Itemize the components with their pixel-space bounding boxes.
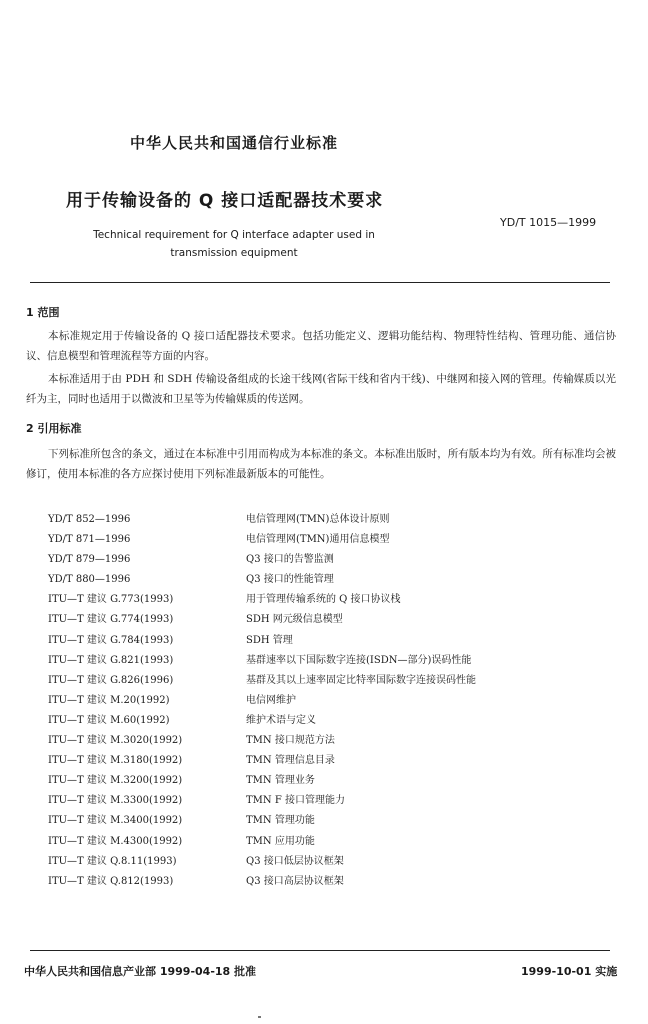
reference-item <box>48 631 568 651</box>
reference-title: TMN 管理信息目录 <box>246 755 335 767</box>
issuer-title: 中华人民共和国通信行业标准 <box>129 134 338 152</box>
reference-item <box>48 751 568 771</box>
scope-paragraph-2: 本标准适用于由 PDH 和 SDH 传输设备组成的长途干线网(省际干线和省内干线)、中继网和接入网的管理。传输媒质以光纤为主，同时也适用于以微波和卫星等为传输媒质的传送网。 <box>26 373 616 405</box>
reference-title: 用于管理传输系统的 Q 接口协议栈 <box>246 594 401 606</box>
english-title-line-2: transmission equipment <box>170 247 298 259</box>
footer-divider <box>30 950 610 951</box>
reference-title: 基群及其以上速率固定比特率国际数字连接误码性能 <box>246 674 476 686</box>
reference-item <box>48 691 568 711</box>
reference-item <box>48 530 568 550</box>
reference-code: ITU—T 建议 G.784(1993) <box>48 634 174 646</box>
reference-item <box>48 852 568 872</box>
reference-code: ITU—T 建议 G.821(1993) <box>48 654 174 666</box>
header-divider <box>30 282 610 283</box>
reference-code: ITU—T 建议 G.774(1993) <box>48 614 174 626</box>
reference-code: ITU—T 建议 M.3180(1992) <box>48 755 183 767</box>
reference-title: 电信管理网(TMN)总体设计原则 <box>246 514 390 525</box>
reference-code: ITU—T 建议 M.3400(1992) <box>48 815 183 827</box>
reference-item <box>48 872 568 892</box>
reference-code: ITU—T 建议 G.773(1993) <box>48 594 174 606</box>
standard-title: 用于传输设备的 Q 接口适配器技术要求 <box>66 191 384 211</box>
reference-title: 电信网维护 <box>246 694 296 706</box>
reference-code: YD/T 880—1996 <box>48 574 131 586</box>
reference-item <box>48 731 568 751</box>
reference-title: SDH 管理 <box>246 634 293 646</box>
reference-code: ITU—T 建议 M.3200(1992) <box>48 775 183 787</box>
reference-title: 电信管理网(TMN)通用信息模型 <box>246 534 390 546</box>
reference-item <box>48 832 568 852</box>
reference-title: TMN 接口规范方法 <box>246 735 335 747</box>
reference-code: ITU—T 建议 M.4300(1992) <box>48 835 183 847</box>
reference-item <box>48 590 568 610</box>
reference-item <box>48 651 568 671</box>
effective-date: 1999-10-01 实施 <box>521 965 618 978</box>
reference-code: ITU—T 建议 M.3300(1992) <box>48 795 183 807</box>
reference-title: 基群速率以下国际数字连接(ISDN—部分)误码性能 <box>246 654 472 666</box>
reference-code: ITU—T 建议 M.60(1992) <box>48 714 170 726</box>
reference-title: Q3 接口的性能管理 <box>246 574 334 586</box>
reference-code: ITU—T 建议 Q.8.11(1993) <box>48 855 177 867</box>
scope-paragraph-1: 本标准规定用于传输设备的 Q 接口适配器技术要求。包括功能定义、逻辑功能结构、物理特性结构、管理功能、通信协议、信息模型和管理流程等方面的内容。 <box>26 330 616 362</box>
reference-title: TMN F 接口管理能力 <box>246 795 345 807</box>
reference-code: ITU—T 建议 Q.812(1993) <box>48 875 174 887</box>
standard-number: YD/T 1015—1999 <box>500 216 597 229</box>
reference-title: Q3 接口的告警监测 <box>246 554 334 566</box>
reference-item <box>48 570 568 590</box>
reference-item <box>48 671 568 691</box>
approval-note: 中华人民共和国信息产业部 1999-04-18 批准 <box>24 965 257 978</box>
reference-item <box>48 791 568 811</box>
reference-code: ITU—T 建议 G.826(1996) <box>48 674 174 686</box>
references-intro-paragraph: 下列标准所包含的条文，通过在本标准中引用而构成为本标准的条文。本标准出版时，所有版本均为有效。所有标准均会被修订，使用本标准的各方应探讨使用下列标准最新版本的可能性。 <box>26 448 616 480</box>
english-title-line-1: Technical requirement for Q interface adapter used in <box>93 229 375 241</box>
reference-item <box>48 771 568 791</box>
reference-title: TMN 应用功能 <box>246 835 315 847</box>
reference-title: 维护术语与定义 <box>246 714 316 726</box>
reference-code: ITU—T 建议 M.3020(1992) <box>48 735 183 747</box>
reference-item <box>48 711 568 731</box>
scan-mark <box>258 1016 261 1018</box>
reference-code: YD/T 879—1996 <box>48 554 131 566</box>
reference-title: TMN 管理业务 <box>246 775 315 787</box>
reference-list <box>48 510 568 892</box>
reference-code: YD/T 871—1996 <box>48 534 131 546</box>
reference-title: Q3 接口高层协议框架 <box>246 875 344 887</box>
reference-item <box>48 550 568 570</box>
reference-title: TMN 管理功能 <box>246 815 315 827</box>
reference-title: Q3 接口低层协议框架 <box>246 855 344 867</box>
reference-code: YD/T 852—1996 <box>48 514 131 525</box>
reference-code: ITU—T 建议 M.20(1992) <box>48 694 170 706</box>
reference-title: SDH 网元级信息模型 <box>246 614 343 626</box>
section-heading-scope: 1 范围 <box>26 306 60 319</box>
reference-item <box>48 811 568 831</box>
reference-item <box>48 610 568 630</box>
section-heading-references: 2 引用标准 <box>26 422 82 435</box>
reference-item <box>48 510 568 530</box>
